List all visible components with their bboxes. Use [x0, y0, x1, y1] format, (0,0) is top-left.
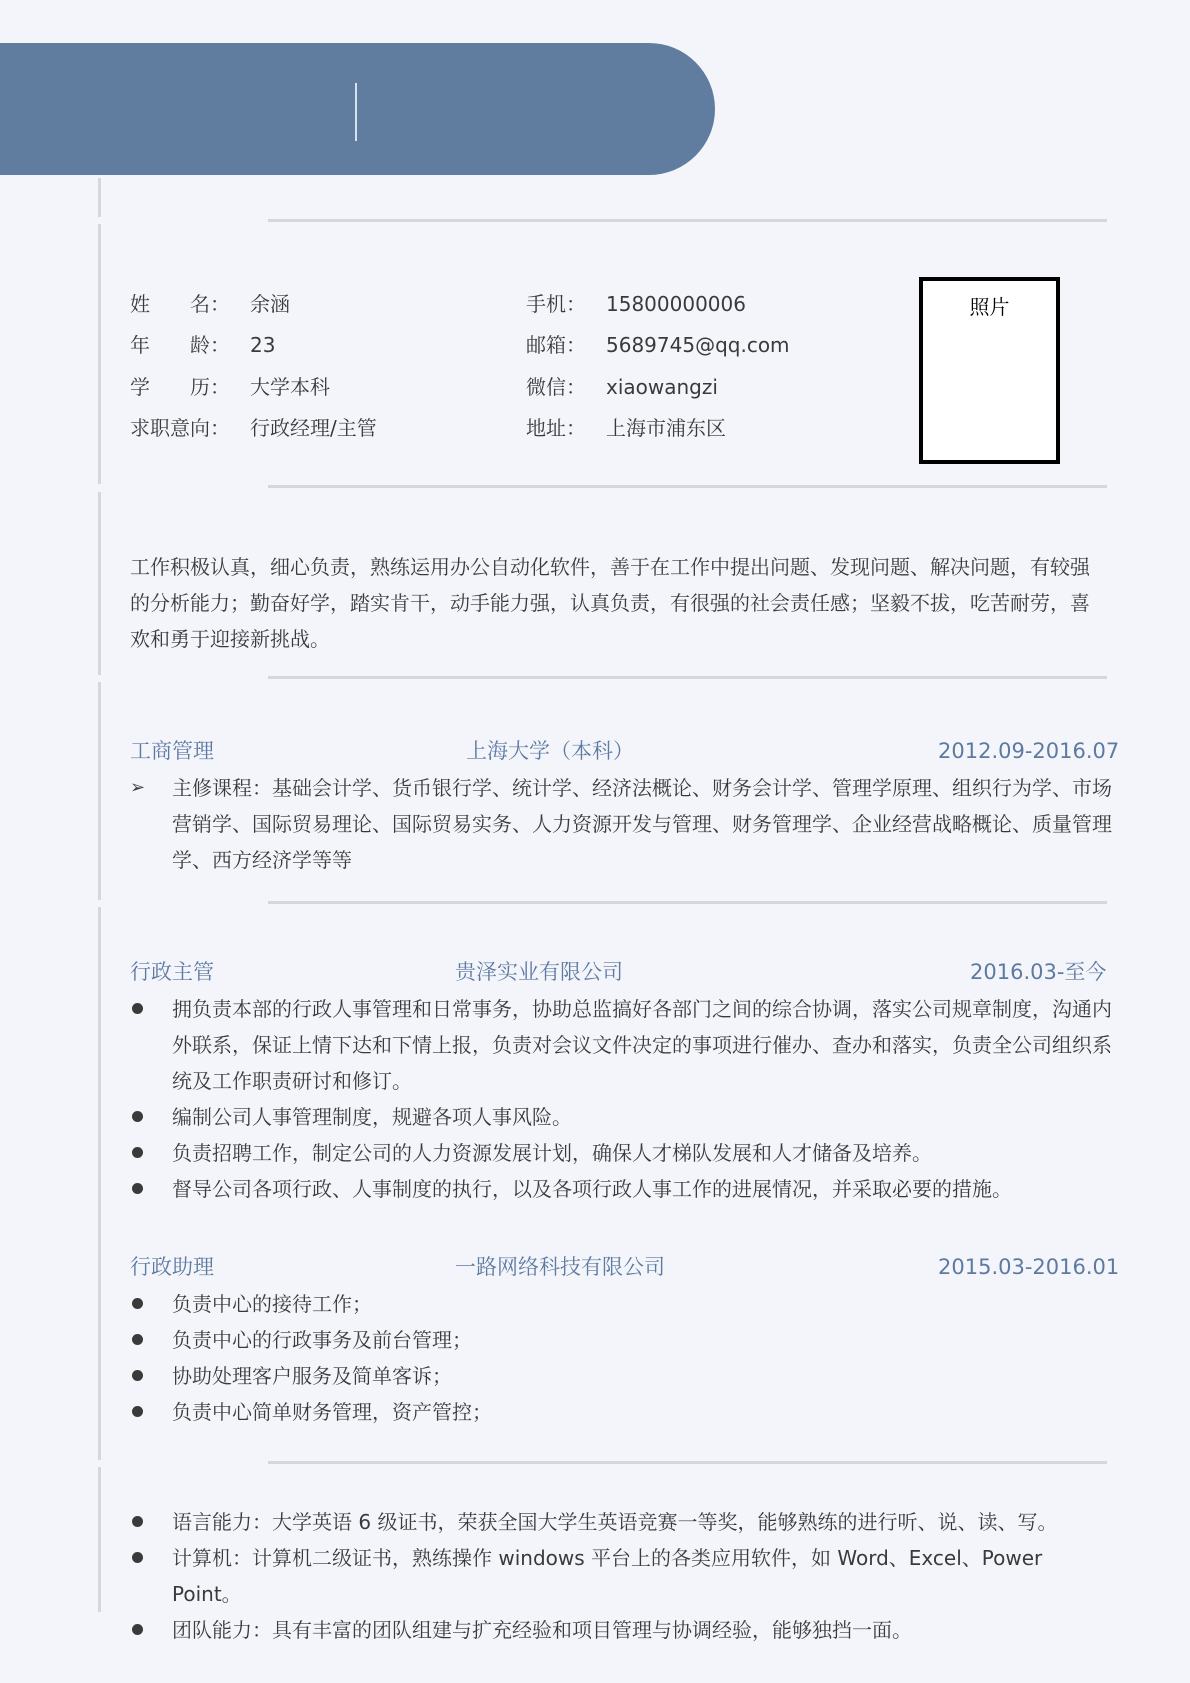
info-value-age: 23	[250, 333, 276, 357]
list-item	[130, 1171, 1115, 1207]
summary-line: 工作积极认真，细心负责，熟练运用办公自动化软件，善于在工作中提出问题、发现问题、解决问题，有较强	[130, 555, 1090, 579]
bullet-dot-icon	[130, 1504, 160, 1527]
timeline-line	[98, 1467, 101, 1612]
list-item	[130, 991, 1115, 1099]
duty-list	[130, 991, 1115, 1207]
education-major: 工商管理	[130, 739, 214, 763]
list-item	[130, 1358, 1115, 1394]
list-item	[130, 1504, 1115, 1540]
section-divider	[268, 676, 1107, 679]
duty-line: 统及工作职责研讨和修订。	[172, 1069, 412, 1093]
info-label-education: 学 历：	[130, 375, 230, 399]
header-divider	[355, 83, 357, 141]
header-band	[0, 43, 715, 175]
education-period: 2012.09-2016.07	[938, 739, 1120, 763]
duty-line: 负责中心的行政事务及前台管理；	[172, 1328, 472, 1352]
info-value-objective: 行政经理/主管	[250, 416, 377, 440]
section-divider	[268, 485, 1107, 488]
info-value-education: 大学本科	[250, 375, 330, 399]
duty-line: 协助处理客户服务及简单客诉；	[172, 1364, 452, 1388]
course-list	[130, 770, 1115, 878]
skill-line: 语言能力：大学英语 6 级证书，荣获全国大学生英语竞赛一等奖，能够熟练的进行听、说、读、写。	[172, 1510, 1058, 1534]
photo-placeholder	[919, 277, 1060, 464]
skills-list	[130, 1504, 1115, 1648]
section-divider	[268, 1461, 1107, 1464]
course-line: 主修课程：基础会计学、货币银行学、统计学、经济法概论、财务会计学、管理学原理、组织行为学、市场	[172, 776, 1112, 800]
contact-label-address: 地址：	[526, 416, 586, 440]
info-label-objective: 求职意向：	[130, 416, 230, 440]
section-divider	[268, 901, 1107, 904]
photo-label: 照片	[969, 295, 1010, 319]
info-label-age: 年 龄：	[130, 333, 230, 357]
bullet-dot-icon	[130, 1612, 160, 1635]
duty-line: 负责招聘工作，制定公司的人力资源发展计划，确保人才梯队发展和人才储备及培养。	[172, 1141, 932, 1165]
info-label-name: 姓 名：	[130, 292, 230, 316]
timeline-line	[98, 224, 101, 484]
course-line: 营销学、国际贸易理论、国际贸易实务、人力资源开发与管理、财务管理学、企业经营战略概论、质量管理	[172, 812, 1112, 836]
list-item	[130, 1286, 1115, 1322]
contact-value-phone: 15800000006	[606, 292, 746, 316]
summary-paragraph	[130, 549, 1105, 657]
timeline-line	[98, 178, 101, 217]
list-item	[130, 1322, 1115, 1358]
contact-label-phone: 手机：	[526, 292, 586, 316]
bullet-dot-icon	[130, 1540, 160, 1563]
job-title: 行政助理	[130, 1255, 214, 1279]
job-company: 贵泽实业有限公司	[455, 960, 623, 984]
list-item	[130, 1612, 1115, 1648]
bullet-dot-icon	[130, 1286, 160, 1309]
bullet-dot-icon	[130, 991, 160, 1014]
arrow-bullet-icon: ➢	[130, 777, 146, 798]
skill-line: 团队能力：具有丰富的团队组建与扩充经验和项目管理与协调经验，能够独挡一面。	[172, 1618, 912, 1642]
duty-list	[130, 1286, 1115, 1430]
info-value-name: 余涵	[250, 292, 290, 316]
duty-line: 外联系，保证上情下达和下情上报，负责对会议文件决定的事项进行催办、查办和落实，负责全公司组织系	[172, 1033, 1112, 1057]
duty-line: 负责中心的接待工作；	[172, 1292, 372, 1316]
duty-line: 编制公司人事管理制度，规避各项人事风险。	[172, 1105, 572, 1129]
contact-label-email: 邮箱：	[526, 333, 586, 357]
job-title: 行政主管	[130, 960, 214, 984]
job-period: 2016.03-至今	[970, 960, 1107, 984]
duty-line: 负责中心简单财务管理，资产管控；	[172, 1400, 492, 1424]
summary-line: 的分析能力；勤奋好学，踏实肯干，动手能力强，认真负责，有很强的社会责任感；坚毅不拔，吃苦耐劳，喜	[130, 591, 1090, 615]
bullet-dot-icon	[130, 1322, 160, 1345]
course-line: 学、西方经济学等等	[172, 848, 352, 872]
contact-value-wechat: xiaowangzi	[606, 375, 718, 399]
education-school: 上海大学（本科）	[466, 739, 634, 763]
timeline-line	[98, 907, 101, 1460]
timeline-line	[98, 492, 101, 675]
duty-line: 拥负责本部的行政人事管理和日常事务，协助总监搞好各部门之间的综合协调，落实公司规章制度，沟通内	[172, 997, 1112, 1021]
contact-value-email: 5689745@qq.com	[606, 333, 790, 357]
list-item	[130, 1135, 1115, 1171]
list-item	[130, 1099, 1115, 1135]
contact-value-address: 上海市浦东区	[606, 416, 726, 440]
bullet-dot-icon	[130, 1394, 160, 1417]
contact-label-wechat: 微信：	[526, 375, 586, 399]
list-item	[130, 770, 1115, 878]
job-period: 2015.03-2016.01	[938, 1255, 1120, 1279]
skill-line: 计算机：计算机二级证书，熟练操作 windows 平台上的各类应用软件，如 Word、Excel、Power Point。	[172, 1546, 1043, 1606]
bullet-dot-icon	[130, 1099, 160, 1122]
timeline-line	[98, 682, 101, 900]
section-divider	[268, 219, 1107, 222]
duty-line: 督导公司各项行政、人事制度的执行，以及各项行政人事工作的进展情况，并采取必要的措施。	[172, 1177, 1012, 1201]
job-company: 一路网络科技有限公司	[455, 1255, 665, 1279]
bullet-dot-icon	[130, 1358, 160, 1381]
bullet-dot-icon	[130, 1135, 160, 1158]
list-item	[130, 1540, 1115, 1612]
summary-line: 欢和勇于迎接新挑战。	[130, 627, 330, 651]
list-item	[130, 1394, 1115, 1430]
bullet-dot-icon	[130, 1171, 160, 1194]
